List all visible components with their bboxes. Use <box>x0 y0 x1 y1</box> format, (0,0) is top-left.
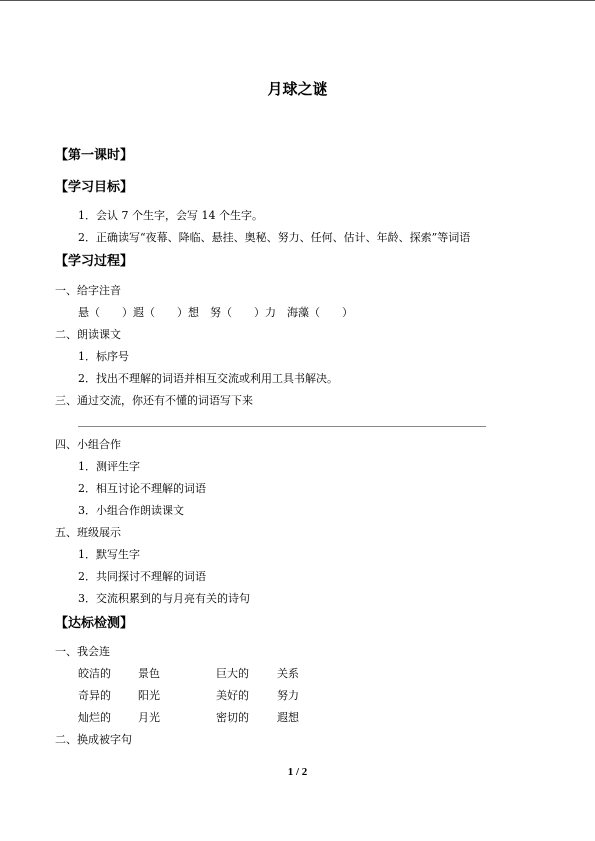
match-word: 皎洁的 <box>78 667 111 680</box>
goal-item-2: 2．正确读写“夜幕、降临、悬挂、奥秘、努力、任何、估计、年龄、探索”等词语 <box>78 231 471 244</box>
match-word: 密切的 <box>216 711 249 724</box>
match-word: 努力 <box>277 689 299 702</box>
match-word: 奇异的 <box>78 689 111 702</box>
document-title: 月球之谜 <box>267 80 328 98</box>
match-word: 灿烂的 <box>78 711 111 724</box>
process-section-2-item-1: 1．标序号 <box>78 350 129 363</box>
page-number: 1 / 2 <box>287 766 308 778</box>
process-section-4-item-3: 3．小组合作朗读课文 <box>78 504 184 517</box>
process-section-4-item-2: 2．相互讨论不理解的词语 <box>78 482 206 495</box>
process-section-4-title: 四、小组合作 <box>55 438 121 451</box>
lesson-heading: 【第一课时】 <box>55 148 134 163</box>
process-section-3-title: 三、通过交流，你还有不懂的词语写下来 <box>55 394 253 407</box>
process-section-5-item-1: 1．默写生字 <box>78 548 140 561</box>
process-section-4-item-1: 1．测评生字 <box>78 460 140 473</box>
goal-item-1: 1．会认 7 个生字，会写 14 个生字。 <box>78 209 263 222</box>
match-word: 巨大的 <box>216 667 249 680</box>
process-section-2-item-2: 2．找出不理解的词语并相互交流或利用工具书解决。 <box>78 372 338 385</box>
goals-heading: 【学习目标】 <box>55 180 134 195</box>
check-section-2-title: 二、换成被字句 <box>55 733 132 746</box>
process-section-5-item-3: 3．交流积累到的与月亮有关的诗句 <box>78 592 250 605</box>
process-section-5-title: 五、班级展示 <box>55 526 121 539</box>
process-section-2-title: 二、朗读课文 <box>55 328 121 341</box>
match-word: 月光 <box>138 711 160 724</box>
match-word: 景色 <box>138 667 160 680</box>
check-heading: 【达标检测】 <box>55 616 134 631</box>
answer-writing-line <box>78 426 486 427</box>
check-section-1-title: 一、我会连 <box>55 645 110 658</box>
match-word: 美好的 <box>216 689 249 702</box>
pinyin-exercise-line: 悬（ ）遐（ ）想 努（ ）力 海藻（ ） <box>78 306 353 319</box>
match-word: 遐想 <box>277 711 299 724</box>
process-section-5-item-2: 2．共同探讨不理解的词语 <box>78 570 206 583</box>
process-section-1-title: 一、给字注音 <box>55 284 121 297</box>
match-word: 阳光 <box>138 689 160 702</box>
process-heading: 【学习过程】 <box>55 254 134 269</box>
match-word: 关系 <box>277 667 299 680</box>
